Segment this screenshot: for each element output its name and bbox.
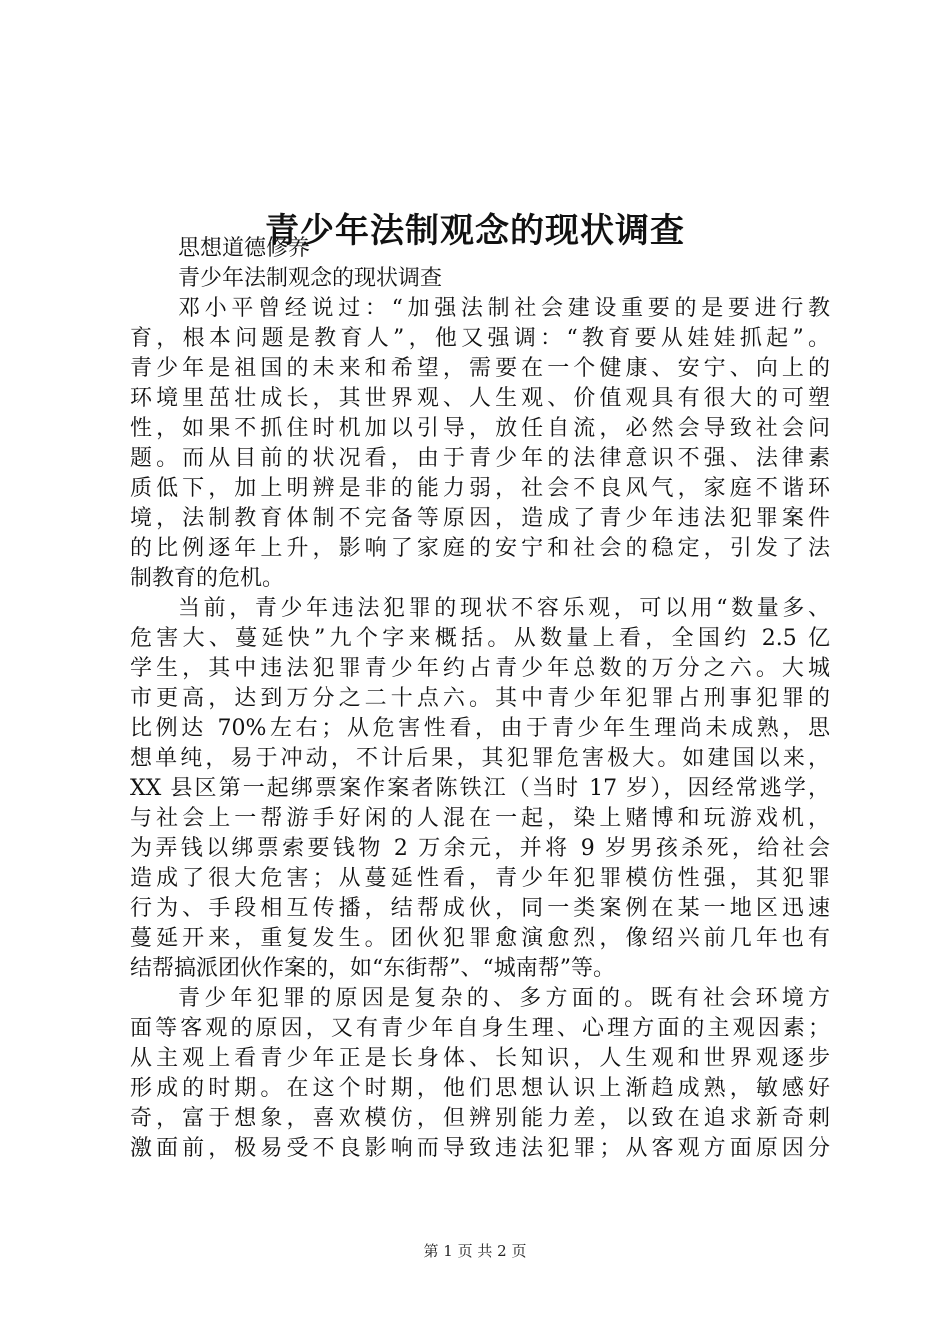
text-line: 邓小平曾经说过：“加强法制社会建设重要的是要进行教 bbox=[178, 296, 830, 321]
text-line: 制教育的危机。 bbox=[130, 566, 285, 591]
text-line: 思想道德修养 bbox=[178, 236, 311, 261]
text-line: 造成了很大危害；从蔓延性看，青少年犯罪模仿性强，其犯罪 bbox=[130, 866, 830, 891]
text-line: 想单纯，易于冲动，不计后果，其犯罪危害极大。如建国以来， bbox=[130, 746, 830, 771]
text-line: 的比例逐年上升，影响了家庭的安宁和社会的稳定，引发了法 bbox=[130, 536, 830, 561]
text-line: 形成的时期。在这个时期，他们思想认识上渐趋成熟，敏感好 bbox=[130, 1076, 830, 1101]
text-line: 结帮搞派团伙作案的，如“东街帮”、“城南帮”等。 bbox=[130, 956, 615, 981]
text-line: 当前，青少年违法犯罪的现状不容乐观，可以用“数量多、 bbox=[178, 596, 830, 621]
text-line: 行为、手段相互传播，结帮成伙，同一类案例在某一地区迅速 bbox=[130, 896, 830, 921]
text-line: 性，如果不抓住时机加以引导，放任自流，必然会导致社会问 bbox=[130, 416, 830, 441]
text-line: 从主观上看青少年正是长身体、长知识，人生观和世界观逐步 bbox=[130, 1046, 830, 1071]
text-line: XX 县区第一起绑票案作案者陈铁江（当时 17 岁），因经常逃学， bbox=[130, 776, 830, 801]
text-line: 市更高，达到万分之二十点六。其中青少年犯罪占刑事犯罪的 bbox=[130, 686, 830, 711]
text-line: 质低下，加上明辨是非的能力弱，社会不良风气，家庭不谐环 bbox=[130, 476, 830, 501]
text-line: 蔓延开来，重复发生。团伙犯罪愈演愈烈，像绍兴前几年也有 bbox=[130, 926, 830, 951]
text-line: 与社会上一帮游手好闲的人混在一起，染上赌博和玩游戏机， bbox=[130, 806, 830, 831]
text-line: 奇，富于想象，喜欢模仿，但辨别能力差，以致在追求新奇刺 bbox=[130, 1106, 830, 1131]
text-line: 题。而从目前的状况看，由于青少年的法律意识不强、法律素 bbox=[130, 446, 830, 471]
text-line: 青少年是祖国的未来和希望，需要在一个健康、安宁、向上的 bbox=[130, 356, 830, 381]
page-number-footer: 第 1 页 共 2 页 bbox=[423, 1242, 527, 1260]
document-title: 青少年法制观念的现状调查 bbox=[265, 210, 685, 251]
document-body bbox=[130, 234, 830, 1164]
text-line: 学生，其中违法犯罪青少年约占青少年总数的万分之六。大城 bbox=[130, 656, 830, 681]
text-line: 面等客观的原因，又有青少年自身生理、心理方面的主观因素； bbox=[130, 1016, 830, 1041]
text-line: 危害大、蔓延快”九个字来概括。从数量上看，全国约 2.5 亿 bbox=[130, 626, 830, 651]
text-line: 育，根本问题是教育人”，他又强调：“教育要从娃娃抓起”。 bbox=[130, 326, 830, 351]
text-line: 环境里茁壮成长，其世界观、人生观、价值观具有很大的可塑 bbox=[130, 386, 830, 411]
text-line: 为弄钱以绑票索要钱物 2 万余元，并将 9 岁男孩杀死，给社会 bbox=[130, 836, 830, 861]
text-line: 境，法制教育体制不完备等原因，造成了青少年违法犯罪案件 bbox=[130, 506, 830, 531]
text-line: 激面前，极易受不良影响而导致违法犯罪；从客观方面原因分 bbox=[130, 1136, 830, 1161]
text-line: 青少年法制观念的现状调查 bbox=[178, 266, 443, 291]
text-line: 青少年犯罪的原因是复杂的、多方面的。既有社会环境方 bbox=[178, 986, 830, 1011]
text-line: 比例达 70%左右；从危害性看，由于青少年生理尚未成熟，思 bbox=[130, 716, 830, 741]
